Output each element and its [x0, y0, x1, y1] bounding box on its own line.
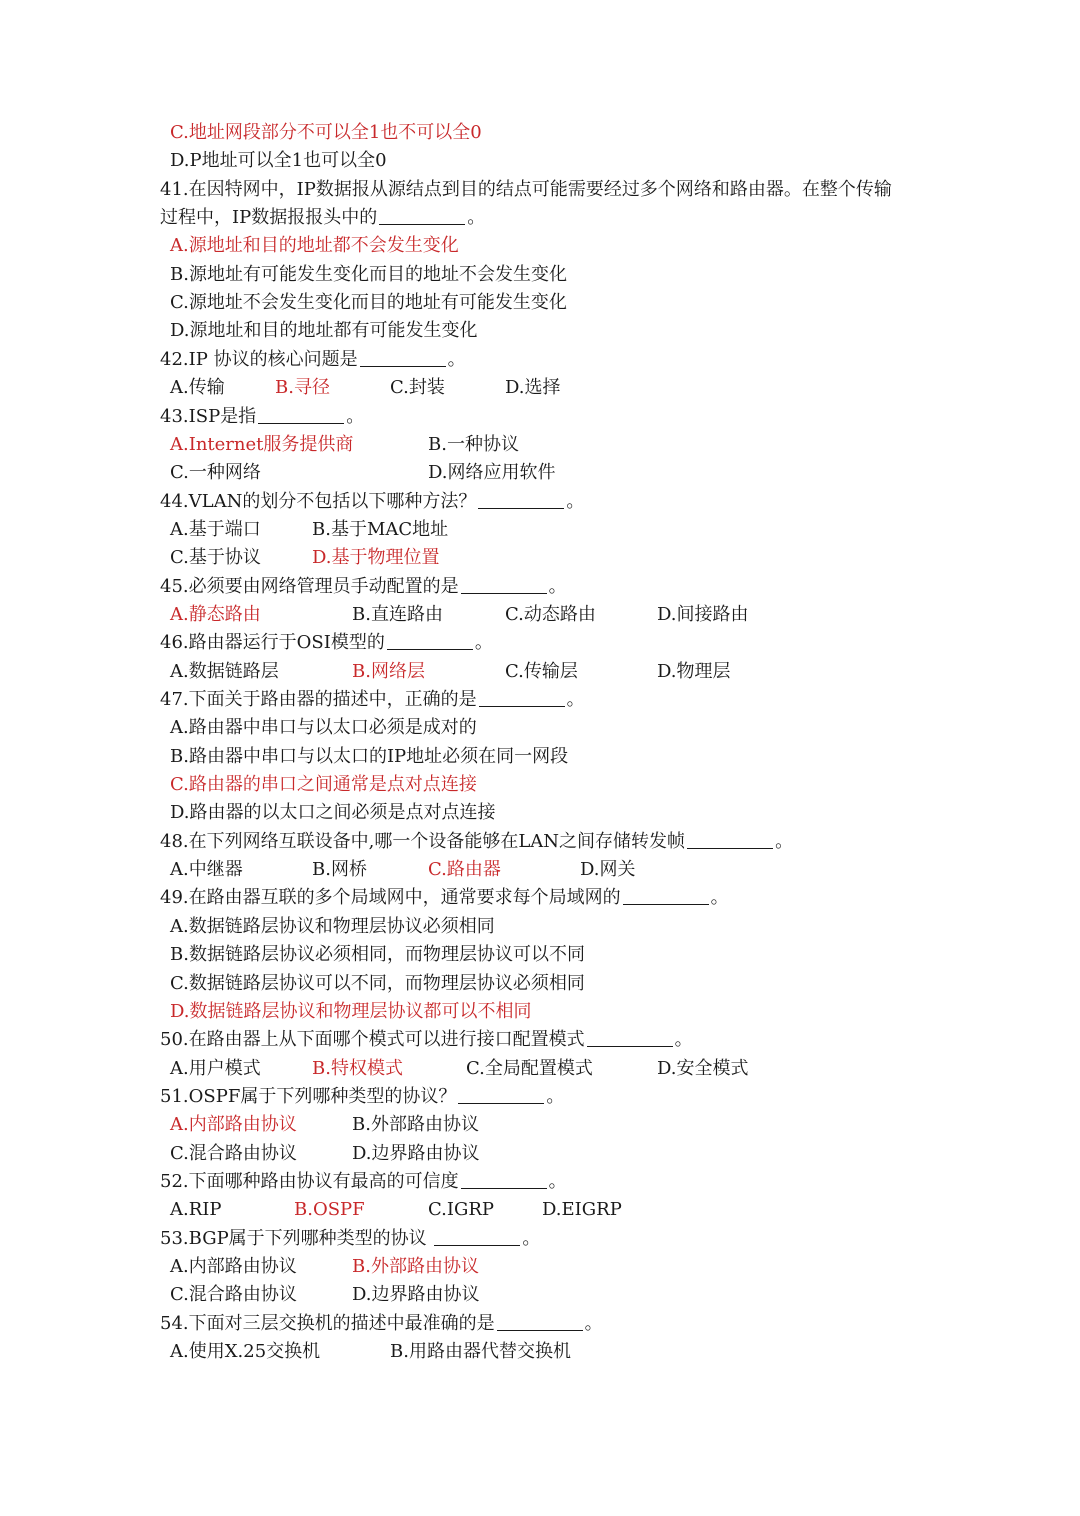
segment-text: D.路由器的以太口之间必须是点对点连接: [170, 802, 496, 824]
segment-text: A.传输: [170, 377, 225, 399]
punctuation: 。: [674, 1029, 693, 1051]
segment-text: A.源地址和目的地址都不会发生变化: [170, 235, 459, 257]
option-text: [170, 714, 477, 742]
segment-text: 51.OSPF属于下列哪种类型的协议？: [160, 1085, 457, 1107]
segment-text: C.全局配置模式: [466, 1057, 593, 1079]
segment-text: B.OSPF: [294, 1199, 365, 1221]
segment-text: C.混合路由协议: [170, 1142, 297, 1164]
option-text: [428, 1196, 494, 1224]
segment-text: 42.IP 协议的核心问题是: [160, 348, 358, 370]
option-text: [170, 374, 225, 402]
option-text: [657, 601, 749, 629]
segment-text: 53.BGP属于下列哪种类型的协议: [160, 1227, 433, 1249]
question-text: [160, 1026, 693, 1054]
segment-text: 54.下面对三层交换机的描述中最准确的是: [160, 1312, 495, 1334]
punctuation: 。: [474, 632, 493, 654]
segment-text: A.静态路由: [170, 603, 261, 625]
segment-text: D.物理层: [657, 660, 731, 682]
option-text: [170, 261, 567, 289]
option-text: [170, 1055, 261, 1083]
segment-text: B.源地址有可能发生变化而目的地址不会发生变化: [170, 263, 567, 285]
segment-text: D.安全模式: [657, 1057, 749, 1079]
segment-text: B.基于MAC地址: [312, 518, 449, 540]
answer-blank: [497, 1312, 583, 1331]
segment-text: C.路由器: [428, 859, 501, 881]
segment-text: 52.下面哪种路由协议有最高的可信度: [160, 1170, 459, 1192]
option-text: [390, 374, 445, 402]
segment-text: A.数据链路层协议和物理层协议必须相同: [170, 915, 495, 937]
option-text: [170, 799, 496, 827]
answer-blank: [623, 886, 709, 905]
segment-text: C.混合路由协议: [170, 1284, 297, 1306]
punctuation: 。: [447, 348, 466, 370]
option-text: [428, 431, 519, 459]
question-text: [160, 828, 793, 856]
option-text: [170, 1253, 297, 1281]
segment-text: D.源地址和目的地址都有可能发生变化: [170, 320, 478, 342]
punctuation: 。: [522, 1227, 541, 1249]
segment-text: C.数据链路层协议可以不同，而物理层协议必须相同: [170, 972, 585, 994]
segment-text: B.外部路由协议: [352, 1114, 479, 1136]
punctuation: 。: [566, 490, 585, 512]
answer-blank: [478, 490, 564, 509]
segment-text: C.地址网段部分不可以全1也不可以全0: [170, 122, 482, 143]
option-text: [170, 1281, 297, 1309]
answer-option: [170, 1111, 297, 1139]
segment-text: A.基于端口: [170, 518, 261, 540]
option-text: [170, 289, 567, 317]
answer-option: [312, 544, 440, 572]
segment-text: D.边界路由协议: [352, 1142, 480, 1164]
segment-text: 过程中，IP数据报报头中的: [160, 207, 378, 229]
segment-text: D.选择: [505, 377, 561, 399]
option-text: [170, 658, 279, 686]
segment-text: A.中继器: [170, 859, 243, 881]
question-text: [160, 346, 466, 374]
option-text: [170, 913, 495, 941]
punctuation: 。: [548, 1170, 567, 1192]
punctuation: 。: [346, 405, 365, 427]
answer-blank: [587, 1028, 673, 1047]
answer-blank: [387, 631, 473, 650]
answer-option: [352, 658, 425, 686]
segment-text: A.Internet服务提供商: [170, 433, 354, 455]
option-text: [657, 1055, 749, 1083]
segment-text: 46.路由器运行于OSI模型的: [160, 632, 385, 654]
answer-option: [428, 856, 501, 884]
segment-text: B.数据链路层协议必须相同，而物理层协议可以不同: [170, 944, 585, 966]
segment-text: 41.在因特网中，IP数据报从源结点到目的结点可能需要经过多个网络和路由器。在整个传输: [160, 178, 892, 200]
segment-text: 49.在路由器互联的多个局域网中，通常要求每个局域网的: [160, 887, 621, 909]
option-text: [170, 743, 568, 771]
segment-text: A.数据链路层: [170, 660, 279, 682]
answer-option: [170, 601, 261, 629]
option-text: [312, 856, 367, 884]
question-text: [160, 1225, 540, 1253]
option-text: [170, 970, 585, 998]
option-text: [657, 658, 731, 686]
segment-text: B.寻径: [275, 377, 330, 399]
option-text: [352, 1140, 480, 1168]
question-text: [160, 686, 585, 714]
segment-text: D.网络应用软件: [428, 462, 556, 484]
question-text: [160, 1168, 567, 1196]
segment-text: D.边界路由协议: [352, 1284, 480, 1306]
option-text: [170, 544, 261, 572]
option-text: [466, 1055, 593, 1083]
answer-blank: [360, 348, 446, 367]
option-text: [170, 459, 261, 487]
segment-text: C.动态路由: [505, 603, 596, 625]
segment-text: C.路由器的串口之间通常是点对点连接: [170, 774, 477, 796]
question-text: [160, 403, 364, 431]
segment-text: A.内部路由协议: [170, 1114, 297, 1136]
option-text: [170, 516, 261, 544]
option-text: [505, 658, 578, 686]
answer-option: [170, 431, 353, 459]
answer-option: [294, 1196, 365, 1224]
option-text: [352, 1281, 480, 1309]
segment-text: B.特权模式: [312, 1057, 403, 1079]
segment-text: B.网桥: [312, 859, 367, 881]
answer-blank: [461, 575, 547, 594]
segment-text: 50.在路由器上从下面哪个模式可以进行接口配置模式: [160, 1029, 585, 1051]
question-text: [160, 176, 892, 204]
segment-text: D.间接路由: [657, 603, 749, 625]
answer-option: [170, 771, 477, 799]
segment-text: 43.ISP是指: [160, 405, 257, 427]
segment-text: C.IGRP: [428, 1199, 495, 1221]
segment-text: A.用户模式: [170, 1057, 261, 1079]
question-text: [160, 573, 567, 601]
option-text: [170, 1196, 222, 1224]
punctuation: 。: [584, 1312, 603, 1334]
answer-option: [170, 119, 482, 147]
answer-option: [352, 1253, 479, 1281]
option-text: [505, 374, 561, 402]
punctuation: 。: [566, 689, 585, 710]
segment-text: 44.VLAN的划分不包括以下哪种方法？: [160, 490, 477, 512]
answer-option: [170, 232, 459, 260]
question-text: [160, 1083, 564, 1111]
punctuation: 。: [546, 1085, 565, 1107]
option-text: [428, 459, 556, 487]
segment-text: C.基于协议: [170, 547, 261, 569]
punctuation: 。: [548, 575, 567, 597]
answer-blank: [479, 688, 565, 707]
option-text: [580, 856, 636, 884]
option-text: [505, 601, 596, 629]
answer-blank: [379, 206, 465, 225]
segment-text: D.P地址可以全1也可以全0: [170, 150, 387, 172]
answer-blank: [458, 1085, 544, 1104]
segment-text: D.基于物理位置: [312, 547, 440, 569]
segment-text: A.路由器中串口与以太口必须是成对的: [170, 717, 477, 739]
option-text: [352, 1111, 479, 1139]
segment-text: C.一种网络: [170, 462, 261, 484]
question-text: [160, 884, 729, 912]
segment-text: B.直连路由: [352, 603, 443, 625]
segment-text: D.网关: [580, 859, 636, 881]
segment-text: C.传输层: [505, 660, 578, 682]
segment-text: 47.下面关于路由器的描述中，正确的是: [160, 689, 477, 710]
segment-text: 48.在下列网络互联设备中,哪一个设备能够在LAN之间存储转发帧: [160, 830, 686, 852]
punctuation: 。: [467, 207, 486, 229]
option-text: [312, 516, 448, 544]
segment-text: A.内部路由协议: [170, 1256, 297, 1277]
segment-text: A.使用X.25交换机: [170, 1341, 321, 1363]
segment-text: 45.必须要由网络管理员手动配置的是: [160, 575, 459, 597]
segment-text: B.路由器中串口与以太口的IP地址必须在同一网段: [170, 745, 569, 767]
answer-blank: [434, 1227, 520, 1246]
question-text: [160, 488, 584, 516]
segment-text: D.数据链路层协议和物理层协议都可以不相同: [170, 1000, 532, 1022]
punctuation: 。: [775, 830, 794, 852]
segment-text: B.用路由器代替交换机: [390, 1341, 571, 1363]
option-text: [170, 941, 585, 969]
segment-text: B.一种协议: [428, 433, 519, 455]
question-text: [160, 629, 493, 657]
segment-text: A.RIP: [170, 1199, 222, 1221]
option-text: [170, 1338, 320, 1366]
answer-option: [312, 1055, 403, 1083]
option-text: [170, 317, 478, 345]
answer-option: [275, 374, 330, 402]
answer-blank: [258, 405, 344, 424]
segment-text: D.EIGRP: [542, 1199, 622, 1221]
option-text: [170, 147, 387, 175]
option-text: [170, 856, 243, 884]
segment-text: B.外部路由协议: [352, 1256, 479, 1277]
option-text: [390, 1338, 571, 1366]
answer-blank: [461, 1170, 547, 1189]
question-text: [160, 1310, 603, 1338]
answer-option: [170, 998, 532, 1026]
segment-text: B.网络层: [352, 660, 425, 682]
punctuation: 。: [710, 887, 729, 909]
segment-text: C.源地址不会发生变化而目的地址有可能发生变化: [170, 292, 567, 314]
segment-text: C.封装: [390, 377, 445, 399]
question-text: [160, 204, 485, 232]
option-text: [352, 601, 443, 629]
option-text: [170, 1140, 297, 1168]
option-text: [542, 1196, 622, 1224]
answer-blank: [687, 830, 773, 849]
